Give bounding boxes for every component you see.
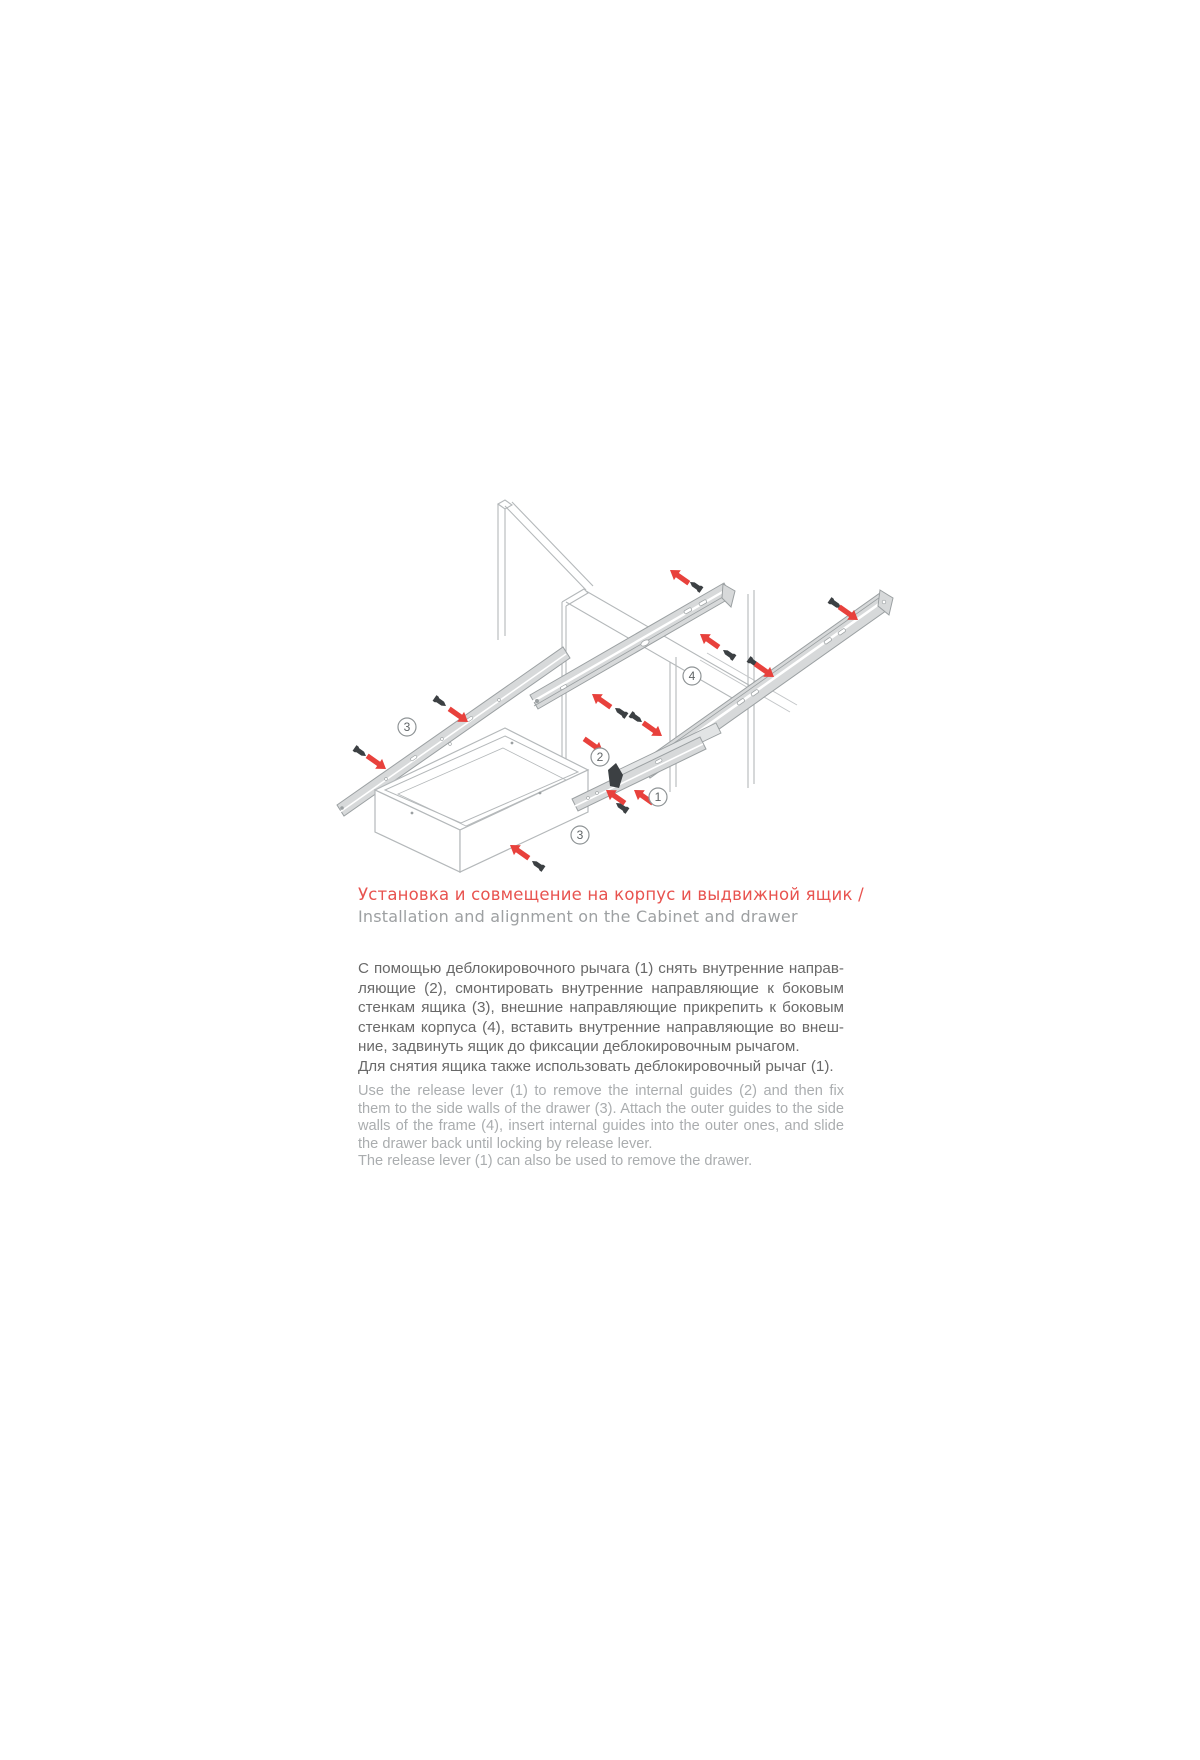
arrow-icon — [589, 689, 615, 712]
instruction-line-ru: ляющие (2), смонтировать внутренние направляющие к боковым — [358, 979, 844, 997]
arrow-icon — [640, 718, 666, 741]
arrow-icon — [667, 565, 693, 588]
instruction-line-en: them to the side walls of the drawer (3). Attach the outer guides to the side — [358, 1100, 844, 1117]
screw-icon — [629, 711, 644, 725]
svg-text:3: 3 — [403, 720, 411, 734]
instruction-line-en: The release lever (1) can also be used to remove the drawer. — [358, 1153, 753, 1170]
instruction-line-ru: Для снятия ящика также использовать деблокировочный рычаг (1). — [358, 1057, 834, 1075]
drawer-box — [375, 728, 588, 872]
exploded-view-drawing — [320, 490, 920, 890]
screw-icon — [433, 695, 448, 709]
instruction-line-en: Use the release lever (1) to remove the internal guides (2) and then fix — [358, 1083, 844, 1099]
screw-icon — [613, 705, 628, 719]
instruction-line-ru: стенкам ящика (3), внешние направляющие прикрепить к боковым — [358, 999, 844, 1017]
cabinet-rail — [530, 583, 735, 709]
screw-icon — [688, 579, 703, 593]
arrow-icon — [697, 629, 723, 652]
instruction-line-ru: ние, задвинуть ящик до фиксации деблокировочным рычагом. — [358, 1038, 800, 1056]
instruction-line-en: the drawer back until locking by release lever. — [358, 1135, 653, 1152]
screw-icon — [530, 858, 545, 872]
callout-3-left — [398, 718, 416, 736]
instruction-line-ru: С помощью деблокировочного рычага (1) снять внутренние направ- — [358, 960, 844, 977]
installation-diagram — [320, 490, 920, 890]
section-title-en: Installation and alignment on the Cabinet and drawer — [358, 907, 798, 926]
screw-icon — [353, 745, 368, 759]
callout-1 — [649, 788, 667, 806]
instruction-line-ru: стенкам корпуса (4), вставить внутренние направляющие во внеш- — [358, 1018, 844, 1036]
svg-text:1: 1 — [654, 790, 662, 804]
callout-4 — [683, 667, 701, 685]
svg-text:3: 3 — [576, 828, 584, 842]
instructions-russian — [358, 959, 844, 1077]
instruction-line-en: walls of the frame (4), insert internal guides into the outer ones, and slide — [358, 1118, 844, 1135]
screw-icon — [721, 647, 736, 661]
section-heading — [358, 884, 864, 927]
svg-text:2: 2 — [596, 750, 604, 764]
callout-3-bottom — [571, 826, 589, 844]
svg-text:4: 4 — [688, 669, 696, 683]
instructions-english — [358, 1083, 844, 1171]
callout-2 — [591, 748, 609, 766]
section-title-ru: Установка и совмещение на корпус и выдвижной ящик / — [358, 885, 864, 904]
